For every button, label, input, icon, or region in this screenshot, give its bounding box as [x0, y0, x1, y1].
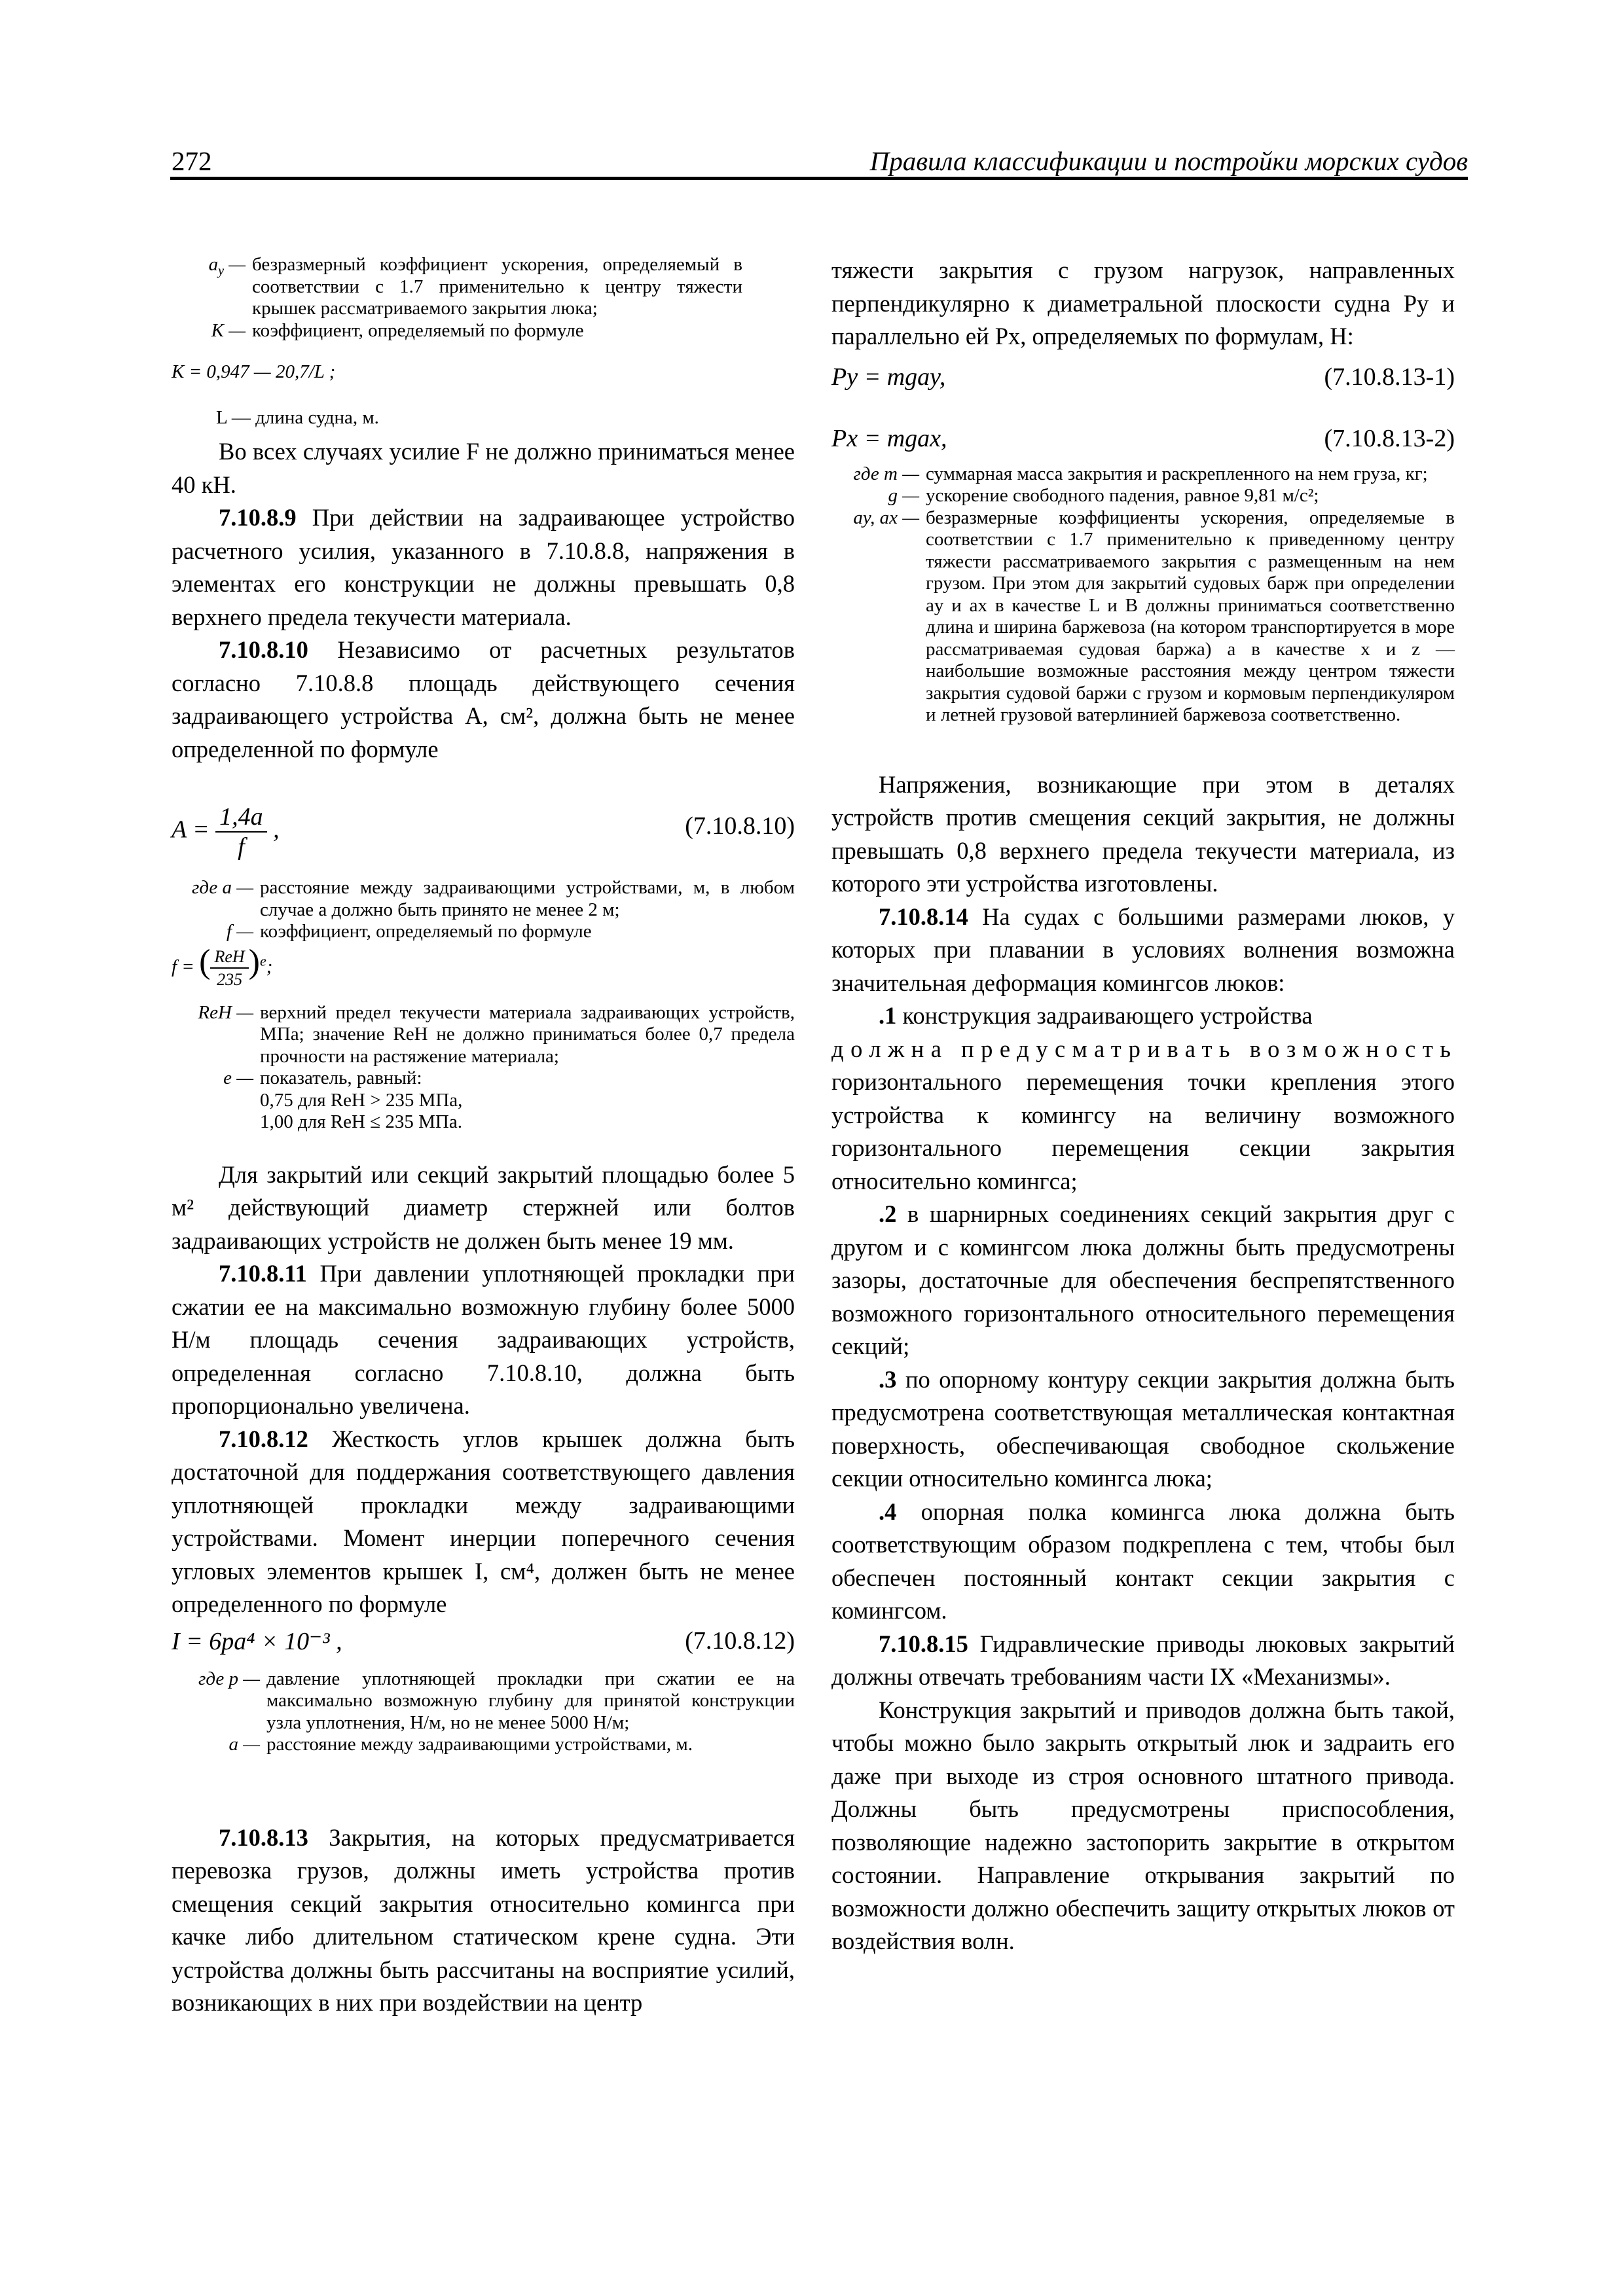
item-2-num: .2 [879, 1200, 897, 1227]
def-K-label: K — [211, 319, 246, 341]
def-ay-label-a: a [208, 254, 219, 275]
def-f-text: коэффициент, определяемый по формуле [260, 921, 592, 942]
num-7-10-8-11: 7.10.8.11 [219, 1260, 307, 1287]
definition-ay [172, 254, 795, 320]
text-7-10-8-14: На судах с большими размерами люков, у которых при плавании в условиях волнения возможна значительная деформация комингсов люков: [831, 903, 1455, 996]
num-7-10-8-13: 7.10.8.13 [219, 1823, 308, 1851]
para-7-10-8-13 [172, 1821, 795, 2020]
definition-p [172, 1668, 795, 1734]
page-number: 272 [172, 146, 212, 176]
def-ayax-label: ay, ax — [853, 507, 919, 528]
def-L: L — длина судна, м. [216, 406, 379, 428]
f10-lhs: A = [172, 816, 210, 844]
definition-g [831, 485, 1455, 507]
definition-a2 [172, 1734, 795, 1756]
item-4 [831, 1496, 1455, 1628]
def-ReH-text: верхний предел текучести материала задраивающих устройств, МПа; значение ReH не должно приниматься более 0,7 предела прочности на растяжение материала; [260, 1001, 795, 1067]
num-7-10-8-10: 7.10.8.10 [219, 636, 308, 663]
def-ay-text: безразмерный коэффициент ускорения, определяемый в соответствии с 1.7 применительно к центру тяжести крышек рассматриваемого закрытия люка; [252, 254, 742, 319]
formula-7-10-8-13-1 [831, 363, 1455, 402]
para-7-10-8-14 [831, 901, 1455, 1000]
definition-m [831, 463, 1455, 486]
item-2 [831, 1198, 1455, 1363]
text-7-10-8-12: Жесткость углов крышек должна быть достаточной для поддержания соответствующего давления уплотняющей прокладки между задраивающими устройствами. Момент инерции поперечного сечения угловых элементов крышек I, см⁴, должен быть не менее определенного по формуле [172, 1425, 795, 1617]
num-7-10-8-12: 7.10.8.12 [219, 1425, 308, 1452]
text-7-10-8-9: При действии на задраивающее устройство расчетного усилия, указанного в 7.10.8.8, напряжения в элементах его конструкции не должны превышать 0,8 верхнего предела текучести материала. [172, 504, 795, 630]
f13-1-ref: (7.10.8.13-1) [1324, 363, 1455, 391]
item-1-num: .1 [879, 1002, 897, 1029]
f13-1-formula: Py = mgay, [831, 363, 946, 391]
def-a2-label: a — [228, 1734, 260, 1755]
num-7-10-8-15: 7.10.8.15 [879, 1630, 968, 1657]
def-a-text: расстояние между задраивающими устройствами, м, в любом случае a должно быть принято не менее 2 м; [260, 877, 795, 920]
def-ay-label: $a_y$ — [208, 254, 246, 278]
def-p-label: где p — [198, 1668, 260, 1689]
para-force: Во всех случаях усилие F не должно приниматься менее 40 кН. [172, 438, 795, 498]
def-a2-text: расстояние между задраивающими устройствами, м. [266, 1734, 693, 1755]
definition-K [172, 320, 795, 342]
f13-2-formula: Px = mgax, [831, 424, 947, 452]
item-2-text: в шарнирных соединениях секций закрытия друг с другом и с комингсом люка должны быть предусмотрены зазоры, достаточные для обеспечения беспрепятственного возможного горизонтального относительного перемещения секций; [831, 1200, 1455, 1359]
para-last: Конструкция закрытий и приводов должна быть такой, чтобы можно было закрыть открытый люк и задраить его даже при выходе из строя основного штатного привода. Должны быть предусмотрены приспособления, позволяющие надежно застопорить закрытие в открытом состоянии. Направление открывания закрытий по возможности должно обеспечить защиту открытых люков от воздействия волн. [831, 1696, 1455, 1954]
def-g-text: ускорение свободного падения, равное 9,81 м/с²; [926, 485, 1319, 506]
f10-expression: A = $\frac{1,4a}{f}$ , [172, 803, 280, 861]
f13-2-ref: (7.10.8.13-2) [1324, 424, 1455, 452]
definition-ay-ax [831, 507, 1455, 726]
def-m-label: где m — [853, 463, 919, 484]
formula-f-exp: e [260, 952, 266, 969]
definition-f [172, 921, 795, 943]
formula-7-10-8-12 [172, 1626, 795, 1666]
def-m-text: суммарная масса закрытия и раскрепленного на нем груза, кг; [926, 463, 1428, 484]
item-1 [831, 999, 1455, 1033]
item-4-text: опорная полка комингса люка должна быть соответствующим образом подкреплена с тем, чтобы был обеспечен постоянный контакт секции закрытия с комингсом. [831, 1498, 1455, 1624]
running-title: Правила классификации и постройки морских судов [869, 146, 1468, 176]
def-ReH-label: ReH — [198, 1001, 253, 1023]
text-7-10-8-15: Гидравлические приводы люковых закрытий должны отвечать требованиям части IX «Механизмы». [831, 1630, 1455, 1690]
para-7-10-8-11 [172, 1257, 795, 1423]
num-7-10-8-14: 7.10.8.14 [879, 903, 968, 930]
formula-7-10-8-10 [172, 792, 795, 864]
item-3 [831, 1363, 1455, 1496]
def-e-label: e — [223, 1067, 253, 1088]
left-column [172, 254, 795, 2020]
f10-numerator: 1,4a [215, 802, 267, 833]
text-7-10-8-11: При давлении уплотняющей прокладки при сжатии ее на максимально возможную глубину более 5000 Н/м площадь сечения задраивающих устройств, определенная согласно 7.10.8.10, должна быть пропорционально увеличена. [172, 1260, 795, 1419]
formula-f: f = ( $\frac{\text{ReH}}{235}$ )$^e$; [172, 946, 795, 993]
formula-f-den: 235 [217, 970, 243, 989]
para-diameter: Для закрытий или секций закрытий площадью более 5 м² действующий диаметр стержней или болтов задраивающих устройств не должен быть менее 19 мм. [172, 1160, 795, 1254]
paren-open: ( [199, 942, 211, 980]
def-a-label: где a — [192, 877, 253, 898]
right-column [831, 254, 1458, 1958]
text-7-10-8-13: Закрытия, на которых предусматривается перевозка грузов, должны иметь устройства против смещения секций закрытия относительно комингса при качке либо длительном статическом крене судна. Эти устройства должны быть рассчитаны на восприятие усилий, возникающих в них при воздействии на центр [172, 1823, 795, 2016]
item-1-spaced-line: должна предусматривать возможность [831, 1035, 1458, 1062]
definition-a [172, 877, 795, 921]
item-3-num: .3 [879, 1365, 897, 1393]
definition-e [172, 1067, 795, 1134]
para-7-10-8-12 [172, 1423, 795, 1621]
def-p-text: давление уплотняющей прокладки при сжатии ее на максимально возможную глубину для принятой конструкции узла уплотнения, Н/м, но не менее 5000 Н/м; [266, 1668, 795, 1733]
para-7-10-8-10 [172, 634, 795, 766]
para-7-10-8-9 [172, 501, 795, 634]
def-ayax-text: безразмерные коэффициенты ускорения, определяемые в соответствии с 1.7 применительно к приведенному центру тяжести рассматриваемого закрытия с размещенным на нем грузом. При этом для закрытий судовых барж при определении ay и ax в качестве L и B должны приниматься соответственно длина и ширина баржевоза (на котором транспортируется в море рассматриваемая судовая баржа) а в качестве x и z — наибольшие возможные расстояния между центром тяжести закрытия судовой баржи с грузом и кормовым перпендикуляром и летней грузовой ватерлинией баржевоза соответственно. [926, 507, 1455, 725]
num-7-10-8-9: 7.10.8.9 [219, 504, 297, 531]
item-1-text-a: конструкция задраивающего устройства [902, 1002, 1313, 1029]
formula-7-10-8-13-2 [831, 424, 1455, 463]
definition-ReH [172, 1002, 795, 1068]
formula-K: K = 0,947 — 20,7/L ; [172, 361, 336, 382]
para-stress: Напряжения, возникающие при этом в деталях устройств против смещения секций закрытия, не должны превышать 0,8 верхнего предела текучести материала, из которого эти устройства изготовлены. [831, 770, 1455, 897]
formula-f-lhs: f = [172, 956, 194, 977]
header-rule [170, 177, 1468, 180]
def-e-v2: 1,00 для ReH ≤ 235 МПа. [260, 1111, 462, 1132]
formula-f-fraction [210, 946, 248, 991]
para-continuation: тяжести закрытия с грузом нагрузок, направленных перпендикулярно к диаметральной плоскости судна Py и параллельно ей Px, определяемых по формулам, Н: [831, 257, 1455, 350]
item-1-text-c: горизонтального перемещения точки крепления этого устройства к комингсу на величину возможного горизонтального перемещения секции закрытия относительно комингса; [831, 1068, 1455, 1194]
f12-formula: I = 6pa⁴ × 10⁻³ , [172, 1627, 342, 1655]
def-e-v1: 0,75 для ReH > 235 МПа, [260, 1089, 463, 1111]
f12-ref: (7.10.8.12) [685, 1626, 795, 1655]
def-f-label: f — [226, 921, 253, 942]
f10-denominator: f [238, 833, 245, 861]
paren-close: ) [248, 942, 260, 980]
text-7-10-8-10: Независимо от расчетных результатов согласно 7.10.8.8 площадь действующего сечения задраивающего устройства A, см², должна быть не менее определенной по формуле [172, 636, 795, 762]
def-ay-label-sub: y [218, 263, 224, 278]
item-3-text: по опорному контуру секции закрытия должна быть предусмотрена соответствующая металлическая контактная поверхность, обеспечивающая свободное скольжение секции относительно комингса люка; [831, 1365, 1455, 1492]
def-K-text: коэффициент, определяемый по формуле [252, 319, 584, 341]
def-e-body [260, 1067, 795, 1134]
f10-fraction [215, 802, 267, 861]
f10-ref: (7.10.8.10) [685, 812, 795, 840]
para-7-10-8-15 [831, 1628, 1455, 1694]
item-4-num: .4 [879, 1498, 897, 1525]
def-e-text: показатель, равный: [260, 1067, 422, 1088]
def-g-label: g — [888, 485, 919, 506]
formula-f-num: ReH [210, 946, 248, 969]
